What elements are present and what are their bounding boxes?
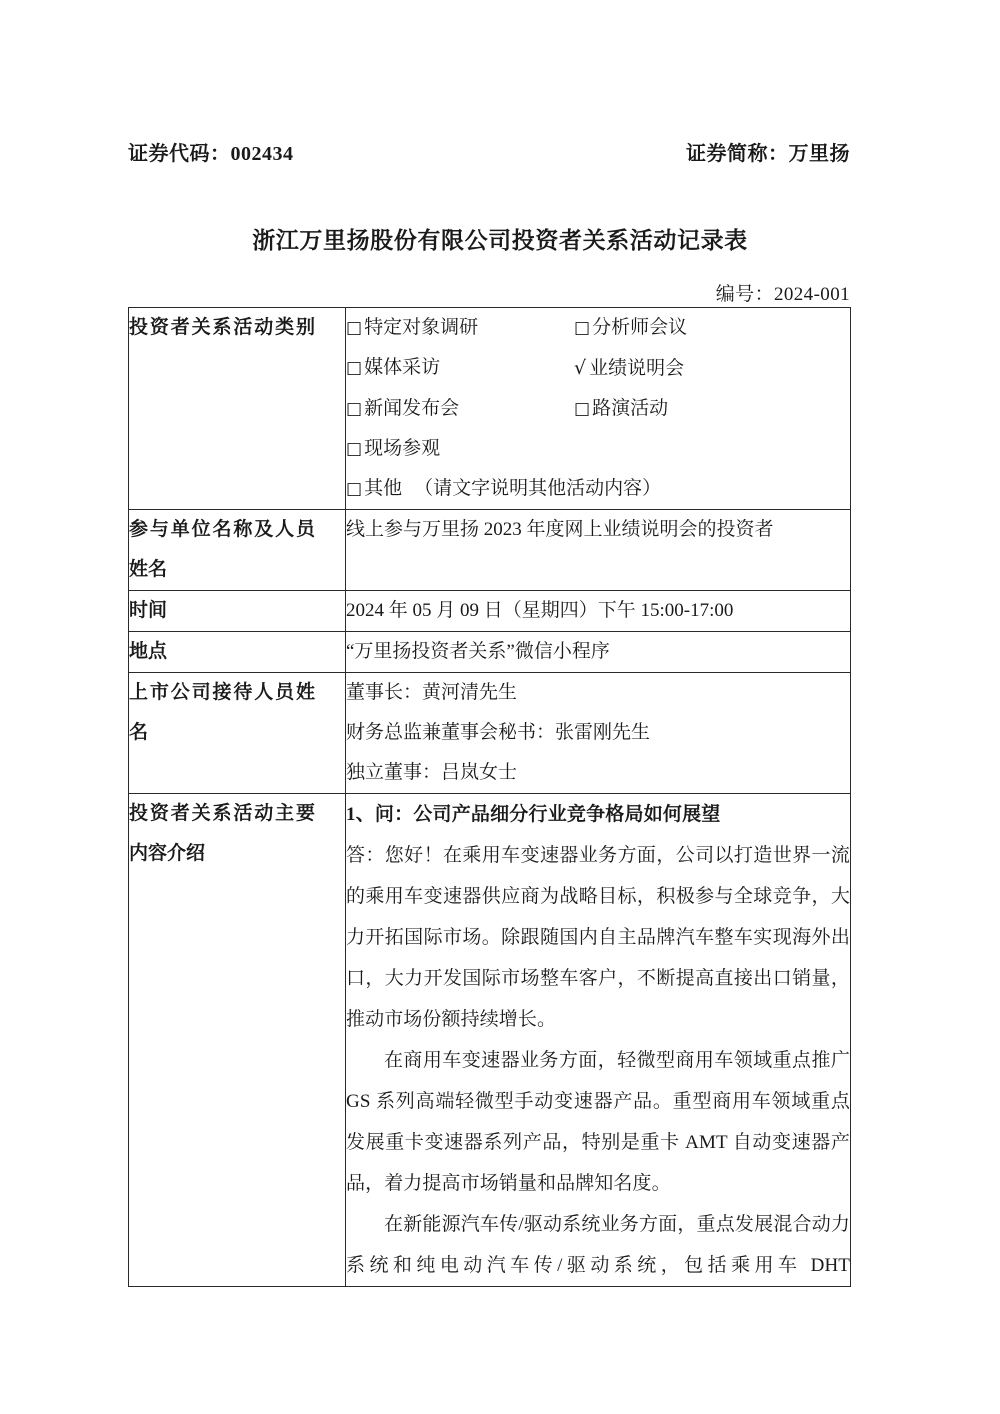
label-participants <box>129 510 346 591</box>
label-participants-line2: 姓名 <box>129 559 168 580</box>
checkbox-row <box>346 429 850 469</box>
label-content <box>129 794 346 1287</box>
stock-name-value: 万里扬 <box>788 143 850 165</box>
value-receptionists <box>346 673 851 794</box>
question-heading: 1、问：公司产品细分行业竞争格局如何展望 <box>346 804 721 825</box>
document-header-line <box>128 137 850 166</box>
stock-name <box>686 137 850 166</box>
checkbox-option-media-interview[interactable] <box>346 348 574 389</box>
table-row-place <box>129 632 851 673</box>
time-text: 2024 年 05 月 09 日（星期四）下午 15:00-17:00 <box>346 600 734 621</box>
checkbox-row <box>346 389 850 429</box>
receptionist-line: 董事长：黄河清先生 <box>346 682 518 703</box>
value-time <box>346 591 851 632</box>
place-text: “万里扬投资者关系”微信小程序 <box>346 641 610 662</box>
checkbox-unchecked-icon: □ <box>346 358 363 378</box>
checkbox-unchecked-icon: □ <box>574 318 591 338</box>
checkmark-icon: √ <box>574 357 587 379</box>
checkbox-unchecked-icon: □ <box>346 318 363 338</box>
checkbox-row <box>346 348 850 389</box>
value-participants <box>346 510 851 591</box>
table-row-participants <box>129 510 851 591</box>
checkbox-option-specific-research[interactable] <box>346 308 574 348</box>
receptionist-line: 独立董事：吕岚女士 <box>346 762 518 783</box>
answer-paragraph: 在商用车变速器业务方面，轻微型商用车领域重点推广 GS 系列高端轻微型手动变速器产品。重型商用车领域重点发展重卡变速器系列产品，特别是重卡 AMT 自动变速器产品，着力提高市场销量和品牌知名度。 <box>346 1050 850 1194</box>
checkbox-label: 业绩说明会 <box>589 358 685 379</box>
label-activity-type-text: 投资者关系活动类别 <box>129 317 315 338</box>
participants-text: 线上参与万里扬 2023 年度网上业绩说明会的投资者 <box>346 519 774 540</box>
table-row-time <box>129 591 851 632</box>
checkbox-label: 特定对象调研 <box>364 317 479 338</box>
checkbox-label: 现场参观 <box>364 438 441 459</box>
checkbox-unchecked-icon: □ <box>346 479 363 499</box>
label-activity-type <box>129 308 346 510</box>
checkbox-label: 媒体采访 <box>364 357 441 378</box>
answer-paragraph: 在新能源汽车传/驱动系统业务方面，重点发展混合动力系统和纯电动汽车传/驱动系统，包括乘用车 DHT <box>346 1214 850 1276</box>
label-receptionists <box>129 673 346 794</box>
label-receptionists-line1: 上市公司接待人员姓 <box>129 682 315 703</box>
stock-code-value: 002434 <box>230 143 294 165</box>
checkbox-option-other-note: （请文字说明其他活动内容） <box>414 478 662 499</box>
checkbox-row <box>346 308 850 348</box>
value-place <box>346 632 851 673</box>
checkbox-option-analyst-meeting[interactable] <box>574 308 687 348</box>
checkbox-row <box>346 469 850 509</box>
label-place <box>129 632 346 673</box>
label-participants-line1: 参与单位名称及人员 <box>129 519 315 540</box>
checkbox-option-site-visit[interactable] <box>346 429 574 469</box>
checkbox-option-results-briefing[interactable] <box>574 348 684 389</box>
label-content-line1: 投资者关系活动主要 <box>129 803 315 824</box>
stock-name-label: 证券简称： <box>686 143 789 165</box>
answer-paragraph: 答：您好！在乘用车变速器业务方面，公司以打造世界一流的乘用车变速器供应商为战略目标，积极参与全球竞争，大力开拓国际市场。除跟随国内自主品牌汽车整车实现海外出口，大力开发国际市场整车客户，不断提高直接出口销量，推动市场份额持续增长。 <box>346 845 850 1030</box>
table-row-activity-type <box>129 308 851 510</box>
checkbox-option-press-conference[interactable] <box>346 389 574 429</box>
label-time-text: 时间 <box>129 600 168 621</box>
stock-code <box>128 137 294 166</box>
value-content <box>346 794 851 1287</box>
activity-type-options <box>346 308 851 510</box>
label-place-text: 地点 <box>129 641 168 662</box>
checkbox-label: 其他 <box>364 478 403 499</box>
checkbox-unchecked-icon: □ <box>574 399 591 419</box>
table-row-receptionists <box>129 673 851 794</box>
stock-code-label: 证券代码： <box>128 143 231 165</box>
page-title: 浙江万里扬股份有限公司投资者关系活动记录表 <box>252 228 748 253</box>
checkbox-option-roadshow[interactable] <box>574 389 668 429</box>
checkbox-label: 分析师会议 <box>592 317 688 338</box>
investor-relations-record-table <box>128 307 851 1287</box>
label-receptionists-line2: 名 <box>129 722 149 743</box>
label-time <box>129 591 346 632</box>
checkbox-unchecked-icon: □ <box>346 399 363 419</box>
serial-number: 编号：2024-001 <box>715 284 850 305</box>
checkbox-label: 新闻发布会 <box>364 398 460 419</box>
table-row-content <box>129 794 851 1287</box>
checkbox-option-other[interactable] <box>346 469 402 509</box>
checkbox-unchecked-icon: □ <box>346 439 363 459</box>
label-content-line2: 内容介绍 <box>129 843 206 864</box>
receptionist-line: 财务总监兼董事会秘书：张雷刚先生 <box>346 722 651 743</box>
checkbox-label: 路演活动 <box>592 398 669 419</box>
